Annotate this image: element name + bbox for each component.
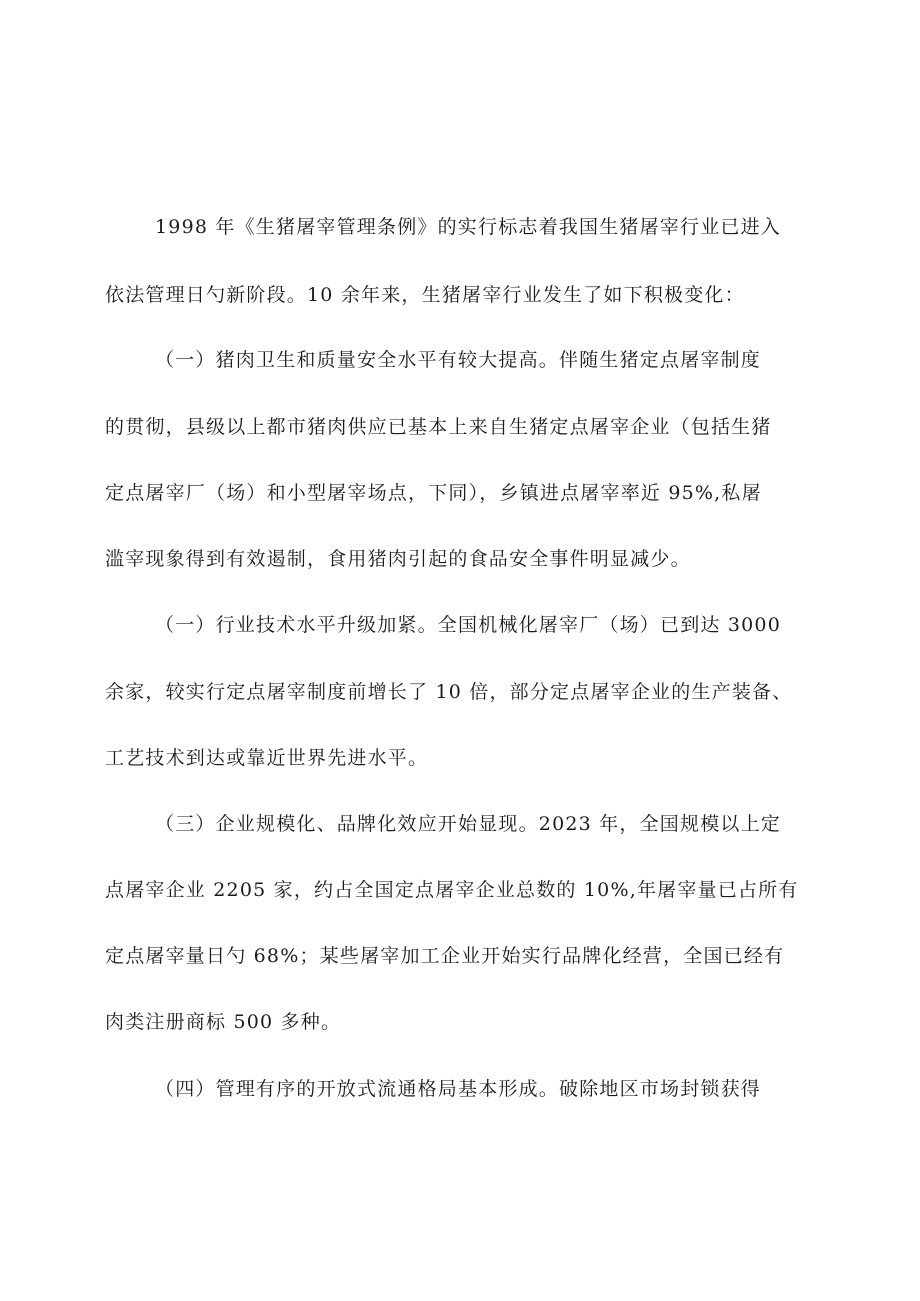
paragraph-5-line-1: （四）管理有序的开放式流通格局基本形成。破除地区市场封锁获得 xyxy=(155,1078,762,1100)
paragraph-4-line-1: （三）企业规模化、品牌化效应开始显现。2023 年，全国规模以上定 xyxy=(155,813,781,835)
paragraph-4-line-3: 定点屠宰量日勺 68%；某些屠宰加工企业开始实行品牌化经营，全国已经有 xyxy=(105,945,785,967)
paragraph-2-line-4: 滥宰现象得到有效遏制，食用猪肉引起的食品安全事件明显减少。 xyxy=(105,548,691,570)
paragraph-4-line-2: 点屠宰企业 2205 家，约占全国定点屠宰企业总数的 10%,年屠宰量已占所有 xyxy=(105,879,799,901)
paragraph-3-line-2: 余家，较实行定点屠宰制度前增长了 10 倍，部分定点屠宰企业的生产装备、 xyxy=(105,681,793,703)
paragraph-2-line-2: 的贯彻，县级以上都市猪肉供应已基本上来自生猪定点屠宰企业（包括生猪 xyxy=(105,416,772,438)
paragraph-3-line-3: 工艺技术到达或靠近世界先进水平。 xyxy=(105,747,429,769)
paragraph-2-line-1: （一）猪肉卫生和质量安全水平有较大提高。伴随生猪定点屠宰制度 xyxy=(155,349,762,371)
paragraph-3-line-1: （一）行业技术水平升级加紧。全国机械化屠宰厂（场）已到达 3000 xyxy=(155,614,781,636)
paragraph-4-line-4: 肉类注册商标 500 多种。 xyxy=(105,1011,342,1033)
paragraph-2-line-3: 定点屠宰厂（场）和小型屠宰场点，下同），乡镇进点屠宰率近 95%,私屠 xyxy=(105,482,762,504)
paragraph-1-line-2: 依法管理日勺新阶段。10 余年来，生猪屠宰行业发生了如下积极变化： xyxy=(105,284,745,306)
paragraph-1-line-1: 1998 年《生猪屠宰管理条例》的实行标志着我国生猪屠宰行业已进入 xyxy=(155,216,781,238)
